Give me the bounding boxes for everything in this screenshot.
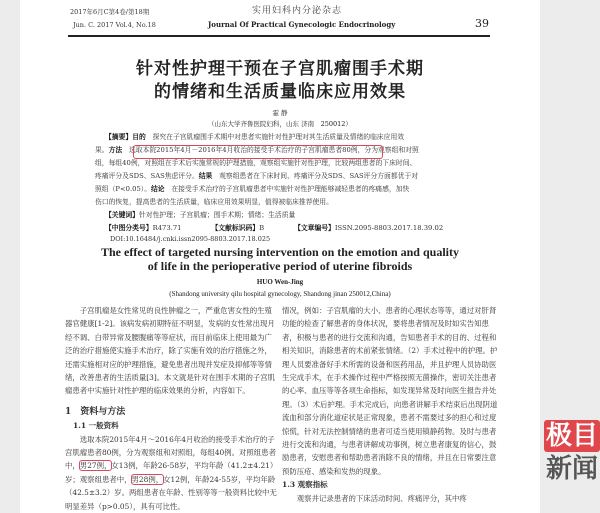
doi: DOI:10.16484/j.cnki.issn2095-8803.2017.18.025 (110, 235, 271, 243)
document-page (20, 0, 540, 513)
watermark-logo (544, 420, 600, 484)
section-heading: 1 资料与方法 (65, 406, 126, 417)
abstract-line-3: 组，每组40例，对照组在手术后实施常规的护理措施，观察组实施针对性护理，比较两组患者的下床时间、 (95, 159, 417, 167)
abstract-line-4: 疼痛评分及SDS、SAS焦虑评分。结果 观察组患者在下床时间、疼痛评分及SDS、SAS评分方面都优于对 (95, 172, 419, 180)
watermark-box: 极目 (546, 421, 599, 451)
subsection-heading: 1.1 一般资料 (73, 421, 119, 431)
left-column (65, 304, 277, 513)
nursing-paragraph: 情况，例如：子宫肌瘤的大小、患者的心理状态等等，通过对肝肾功能的检查了解患者的身体状况，要将患者情况及时如实告知患者，积极与患者的进行交流和沟通，告知患者手术的目的、过程和相关知识，消除患者的术前紧张情绪。（2）手术过程中的护理。护理人员要准备好手术所需的设备和医药用品，并且护理人员协助医生完成手术，在手术操作过程中严格按照无菌操作，密切关注患者的心率、血压等等各项生命指标，如发现异常及时向医生报告并处理。（3）术后护理。手术完成后，向患者讲解手术结束后出现阴道流血和部分消化道症状是正常现象，患者不需要过多的担心和过度惊慌，针对无法控制情绪的患者可适当使用镇静药物。及时与患者进行交流和沟通，与患者讲解成功事例，树立患者康复的信心，鼓励患者，安慰患者和帮助患者消除不良的情绪，并且在日常要注意预防压疮、感染和发热的现象。 (282, 306, 498, 476)
journal-cn: 实用妇科内分泌杂志 (252, 6, 343, 16)
keywords: 【关键词】针对性护理；子宫肌瘤；围手术期；情绪；生活质量 (105, 211, 296, 219)
english-title-line-1: The effect of targeted nursing intervention on the emotion and quality (101, 245, 459, 259)
author: 霍 静 (272, 109, 288, 117)
affiliation: （山东大学齐鲁医院妇科，山东 济南 250012） (208, 120, 352, 128)
title-line-1: 针对性护理干预在子宫肌瘤围手术期 (136, 59, 424, 79)
abstract-line-1: 【摘要】目的 探究在子宫肌瘤围手术期中对患者实施针对性护理对其生活质量及情绪的临床应用效 (105, 133, 405, 141)
header-rule (68, 35, 490, 37)
observation-paragraph: 观察并记录患者的下床活动时间、疼痛评分，其中疼 (282, 493, 467, 503)
abstract-line-6: 伤口的恢复，提高患者的生活质量，临床应用效果明显，值得被临床推荐使用。 (95, 198, 333, 206)
general-info-paragraph: 选取本院2015年4月～2016年4月收治的接受手术治疗的子宫肌瘤患者80例，分为观察组和对照组，每组40例。对照组患者中，男27例，女13例，年龄26-58岁，平均年龄（41.2±4.21）岁；观察组患者中，男28例，女12例，年龄24-55岁，平均年龄（42.5±3.2）岁。两组患者在年龄、性别等等一般资料比较中无明显差异（p>0.05），具有可比性。 (65, 434, 277, 511)
subsection-heading-1-3: 1.3 观察指标 (282, 480, 328, 490)
abstract-line-2: 果。方法 选取本院2015年4月－2016年4月收治的接受手术治疗的子宫肌瘤患者80例，分为观察组和对照 (95, 146, 419, 154)
classification: 【中图分类号】R473.71 【文献标识码】B 【文章编号】ISSN.2095-8803.2017.18.39.02 (105, 224, 444, 232)
english-author: HUO Wen-Jing (256, 278, 304, 286)
watermark-text: 新闻 (545, 454, 598, 484)
english-affiliation: (Shandong university qilu hospital gynecology, Shandong jinan 250012,China) (169, 290, 391, 298)
issue-en: Jun. C. 2017 Vol.4, No.18 (73, 21, 156, 29)
journal-en: Journal Of Practical Gynecologic Endocrinology (208, 20, 396, 29)
english-title-line-2: of life in the perioperative period of uterine fibroids (147, 259, 413, 273)
title-line-2: 的情绪和生活质量临床应用效果 (154, 82, 406, 102)
method-highlight: 选取本院2015年4月－2016年4月收治的接受手术治疗的子宫肌瘤患者80例， (128, 146, 365, 154)
highlight-male-27: 男27例， (79, 461, 112, 471)
issue-cn: 2017年6月C第4卷/第18期 (70, 8, 150, 16)
right-column (282, 304, 500, 505)
highlight-male-28: 男28例， (131, 474, 164, 484)
abstract-line-5: 照组（P<0.05）。结论 在接受手术治疗的子宫肌瘤患者中实施针对性护理能够减轻患者的疼痛感，加快 (95, 185, 410, 193)
page-number: 39 (475, 17, 489, 30)
intro-paragraph: 子宫肌瘤是女性常见的良性肿瘤之一，严重危害女性的生殖器官健康[1-2]。该病发病初期特征不明显，发病的女性常出现月经不调、白带异常及腰腹痛等等症状，而目前临床上使用最为广泛的治疗措施使实施手术治疗，除了实施有效的治疗措施之外，还需实施相对应的护理措施，避免患者出现并发症及抑郁等等情绪，改善患者的生活质量[3]。本文就是针对在围手术期的子宫肌瘤患者中实施针对性护理的临床效果的分析，内容如下。 (65, 306, 276, 396)
